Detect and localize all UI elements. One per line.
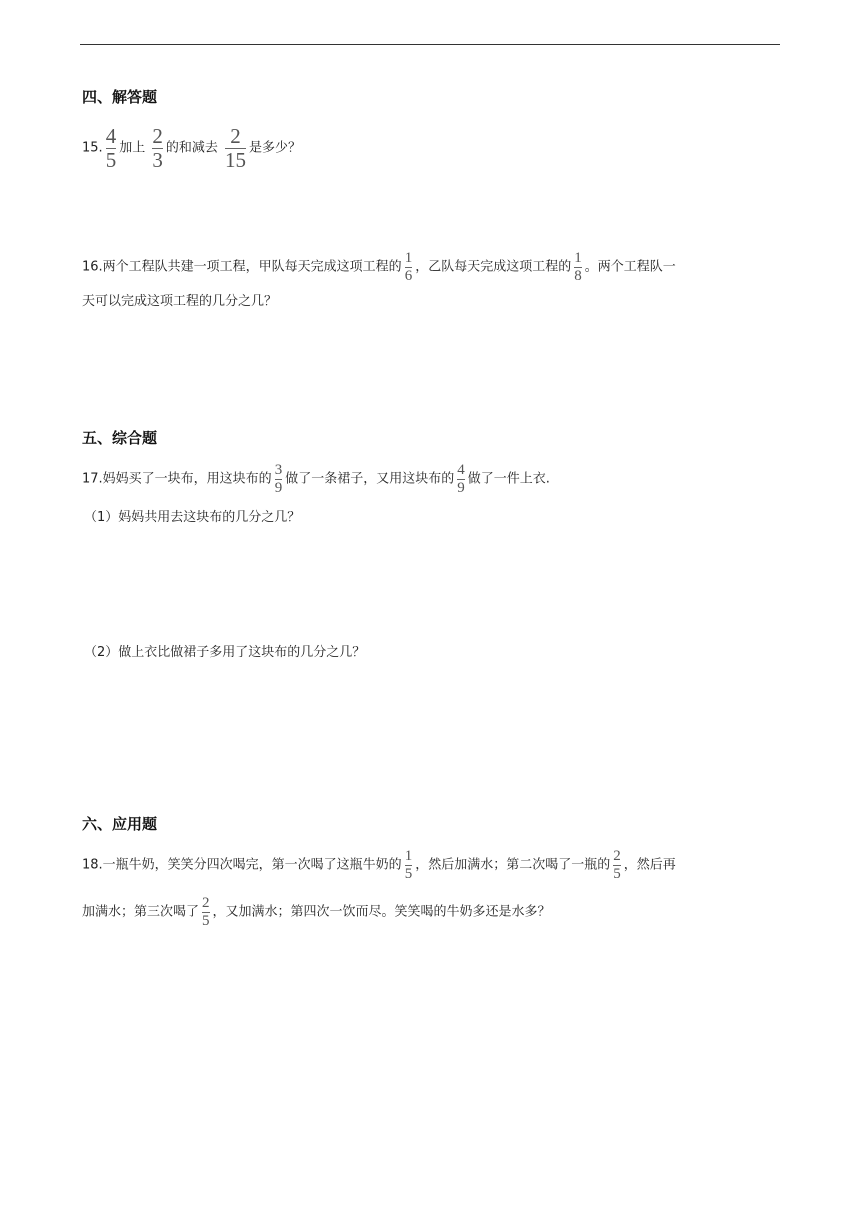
question-text: 17.妈妈买了一块布，用这块布的 <box>82 471 272 487</box>
question-text: ，然后再 <box>623 857 676 873</box>
fraction: $\frac{2}{15}$ <box>225 124 246 172</box>
question-text: 做了一条裙子，又用这块布的 <box>285 471 455 487</box>
fraction: $\frac{2}{5}$ <box>202 895 210 929</box>
question-text: 加满水；第三次喝了 <box>82 904 200 920</box>
question-15 <box>82 126 301 171</box>
question-text: 18.一瓶牛奶，笑笑分四次喝完，第一次喝了这瓶牛奶的 <box>82 857 402 873</box>
section-title-answer: 四、解答题 <box>82 88 158 106</box>
fraction: $\frac{3}{9}$ <box>274 462 283 496</box>
question-text: ，乙队每天完成这项工程的 <box>415 259 572 275</box>
fraction: $\frac{1}{5}$ <box>404 848 413 882</box>
fraction: $\frac{1}{6}$ <box>404 250 413 284</box>
question-17-part-1: （1）妈妈共用去这块布的几分之几？ <box>84 510 301 525</box>
question-18 <box>82 849 676 882</box>
section-title-application: 六、应用题 <box>82 815 158 833</box>
fraction: $\frac{4}{5}$ <box>105 124 117 172</box>
fraction: $\frac{4}{9}$ <box>457 462 465 496</box>
question-text: 的和减去 <box>165 140 218 156</box>
question-text: ，又加满水；第四次一饮而尽。笑笑喝的牛奶多还是水多？ <box>212 904 551 920</box>
fraction: $\frac{2}{5}$ <box>613 848 621 882</box>
question-text: 是多少？ <box>249 140 302 156</box>
question-text: 做了一件上衣. <box>467 471 550 487</box>
header-rule <box>80 44 780 45</box>
section-title-comprehensive: 五、综合题 <box>82 429 158 447</box>
question-16 <box>82 251 676 284</box>
question-text: ，然后加满水；第二次喝了一瓶的 <box>415 857 611 873</box>
question-text: 加上 <box>119 140 146 156</box>
question-text: 。两个工程队一 <box>584 259 676 275</box>
question-18-line2 <box>82 896 551 929</box>
question-text: 16.两个工程队共建一项工程，甲队每天完成这项工程的 <box>82 259 402 275</box>
fraction: $\frac{1}{8}$ <box>574 250 582 284</box>
question-16-line2: 天可以完成这项工程的几分之几？ <box>82 294 278 309</box>
question-17 <box>82 463 550 496</box>
fraction: $\frac{2}{3}$ <box>152 124 163 172</box>
question-17-part-2: （2）做上衣比做裙子多用了这块布的几分之几？ <box>84 645 366 660</box>
question-number: 15. <box>82 140 103 156</box>
